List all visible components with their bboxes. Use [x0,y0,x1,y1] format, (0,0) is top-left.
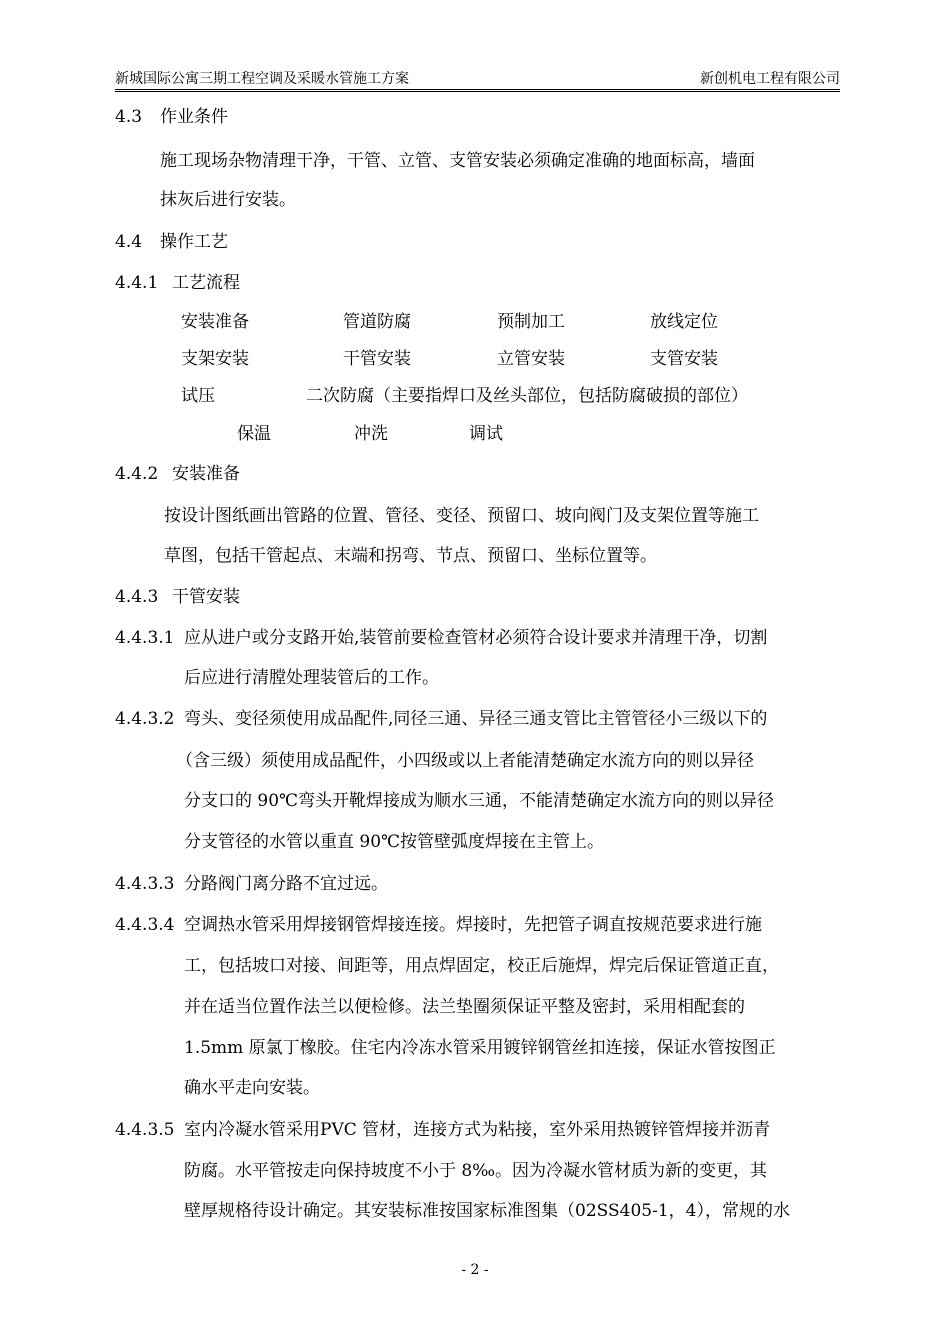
paragraph-line: 空调热水管采用焊接钢管焊接连接。焊接时，先把管子调直按规范要求进行施 [184,915,762,935]
section-number: 4.4.2 [115,464,159,484]
flow-step: 安装准备 [181,312,249,332]
section-number: 4.3 [115,107,143,127]
section-number: 4.4.1 [115,273,159,293]
paragraph-line: 并在适当位置作法兰以便检修。法兰垫圈须保证平整及密封，采用相配套的 [184,997,745,1017]
flow-step: 冲洗 [354,424,388,444]
section-number: 4.4 [115,232,143,252]
paragraph-line: 弯头、变径须使用成品配件,同径三通、异径三通支管比主管管径小三级以下的 [184,709,768,729]
paragraph-line: 1.5mm 原氯丁橡胶。住宅内冷冻水管采用镀锌钢管丝扣连接，保证水管按图正 [184,1038,776,1058]
section-number: 4.4.3 [115,587,159,607]
page-header [115,70,840,88]
section-heading: 作业条件 [160,107,228,127]
clause-number: 4.4.3.5 [115,1120,175,1140]
paragraph-line: 壁厚规格待设计确定。其安装标准按国家标准图集（02SS405-1，4），常规的水 [184,1201,790,1221]
paragraph-line: 工，包括坡口对接、间距等，用点焊固定，校正后施焊，焊完后保证管道正直， [184,956,779,976]
flow-step: 立管安装 [497,349,565,369]
flow-step: 支管安装 [650,349,718,369]
flow-step: 二次防腐（主要指焊口及丝头部位，包括防腐破损的部位） [306,386,748,406]
paragraph-line: 按设计图纸画出管路的位置、管径、变径、预留口、坡向阀门及支架位置等施工 [164,506,759,526]
paragraph-line: 抹灰后进行安装。 [160,190,296,210]
paragraph-line: 室内冷凝水管采用PVC 管材，连接方式为粘接，室外采用热镀锌管焊接并沥青 [184,1120,771,1140]
flow-step: 预制加工 [497,312,565,332]
paragraph-line: 草图，包括干管起点、末端和拐弯、节点、预留口、坐标位置等。 [164,546,657,566]
header-rule [115,89,840,92]
flow-step: 管道防腐 [343,312,411,332]
paragraph-line: 施工现场杂物清理干净，干管、立管、支管安装必须确定准确的地面标高，墙面 [160,151,755,171]
flow-step: 放线定位 [650,312,718,332]
flow-step: 试压 [181,386,215,406]
paragraph-line: 分支口的 90℃弯头开靴焊接成为顺水三通，不能清楚确定水流方向的则以异径 [184,791,775,811]
paragraph-line: 分支管径的水管以重直 90℃按管壁弧度焊接在主管上。 [184,832,605,852]
clause-number: 4.4.3.2 [115,709,175,729]
section-heading: 工艺流程 [172,273,240,293]
header-company-name: 新创机电工程有限公司 [700,71,840,87]
flow-step: 干管安装 [343,349,411,369]
section-heading: 安装准备 [172,464,240,484]
clause-number: 4.4.3.4 [115,915,175,935]
clause-number: 4.4.3.3 [115,874,175,894]
paragraph-line: 应从进户或分支路开始,装管前要检查管材必须符合设计要求并清理干净，切割 [184,628,768,648]
page-number: - 2 - [461,1262,489,1278]
paragraph-line: 防腐。水平管按走向保持坡度不小于 8‰。因为冷凝水管材质为新的变更，其 [184,1161,768,1181]
flow-step: 保温 [237,424,271,444]
section-heading: 操作工艺 [160,232,228,252]
section-heading: 干管安装 [172,587,240,607]
header-project-title: 新城国际公寓三期工程空调及采暖水管施工方案 [115,71,409,87]
paragraph-line: 确水平走向安装。 [184,1078,320,1098]
paragraph-line: （含三级）须使用成品配件，小四级或以上者能清楚确定水流方向的则以异径 [176,751,754,771]
paragraph-line: 后应进行清膛处理装管后的工作。 [184,668,439,688]
flow-step: 调试 [469,424,503,444]
paragraph-line: 分路阀门离分路不宜过远。 [184,874,388,894]
flow-step: 支架安装 [181,349,249,369]
clause-number: 4.4.3.1 [115,628,175,648]
